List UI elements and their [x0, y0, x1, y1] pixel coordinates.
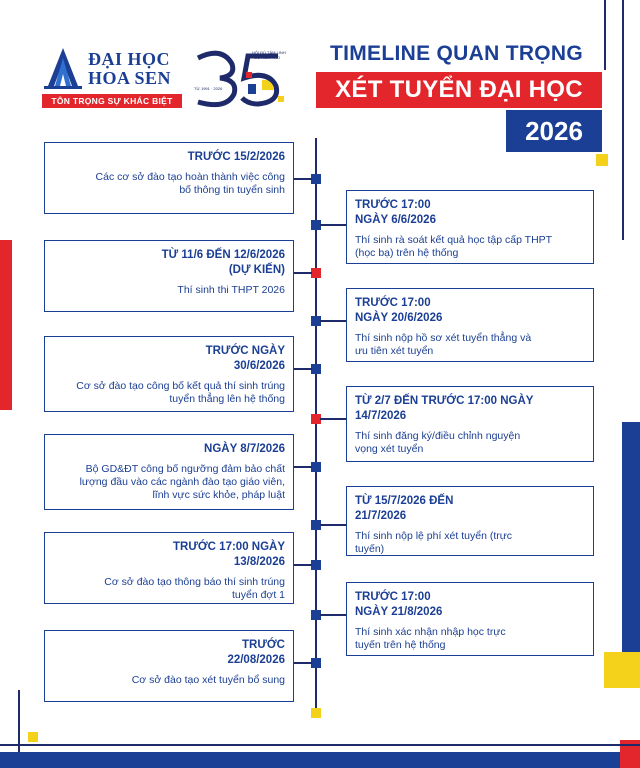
timeline-node — [311, 364, 321, 374]
connector — [294, 662, 312, 664]
event-card — [44, 532, 294, 604]
connector — [294, 272, 312, 274]
timeline-node — [311, 462, 321, 472]
event-date: TRƯỚC 15/2/2026 — [187, 151, 285, 163]
anniversary-since: TỪ 1991 · 2026 — [194, 86, 223, 91]
university-logo — [42, 46, 182, 112]
title-year: 2026 — [506, 110, 602, 152]
deco-line-bottom-horizontal — [0, 744, 640, 746]
connector — [320, 418, 346, 420]
timeline-node — [311, 560, 321, 570]
event-description: Cơ sở đào tạo công bố kết quả thí sinh trúng tuyển thẳng lên hệ thống — [76, 380, 285, 405]
deco-line-top-right — [604, 0, 606, 70]
deco-blue-bar-right — [622, 422, 640, 658]
event-card — [346, 190, 594, 264]
event-date: NGÀY 8/7/2026 — [204, 443, 285, 455]
event-card — [44, 630, 294, 702]
university-name — [88, 50, 171, 88]
event-date: TỪ 2/7 ĐẾN TRƯỚC 17:00 NGÀY 14/7/2026 — [355, 395, 534, 422]
event-description: Cơ sở đào tạo xét tuyển bổ sung — [131, 674, 285, 686]
slogan: TÔN TRỌNG SỰ KHÁC BIỆT — [42, 94, 182, 108]
deco-yellow-square-bottom-left — [28, 732, 38, 742]
university-name-line2: HOA SEN — [88, 68, 172, 88]
connector — [320, 320, 346, 322]
event-description: Thí sinh đăng ký/điều chỉnh nguyện vọng xét tuyển — [355, 430, 521, 455]
event-description: Thí sinh rà soát kết quả học tập cấp THPT (học bạ) trên hệ thống — [355, 234, 552, 259]
event-date: TRƯỚC 17:00 NGÀY 21/8/2026 — [355, 591, 443, 618]
event-card — [346, 288, 594, 362]
event-date: TỪ 15/7/2026 ĐẾN 21/7/2026 — [355, 495, 454, 522]
lotus-icon — [42, 46, 84, 90]
event-date: TRƯỚC NGÀY 30/6/2026 — [205, 345, 285, 372]
event-description: Thí sinh nộp hồ sơ xét tuyển thẳng và ưu tiên xét tuyển — [355, 332, 532, 357]
deco-yellow-square-right — [604, 652, 640, 688]
timeline-node — [311, 708, 321, 718]
event-description: Bộ GD&ĐT công bố ngưỡng đảm bảo chất lượng đầu vào các ngành đào tạo giáo viên, lĩnh vực sức khỏe, pháp luật — [79, 463, 285, 501]
event-date: TRƯỚC 17:00 NGÀY 20/6/2026 — [355, 297, 443, 324]
event-description: Thí sinh xác nhận nhập học trực tuyến trên hệ thống — [355, 626, 506, 651]
anniversary-tagline: HỘI ĐỦ TÂM LINH · ĐỦ KIẾN TẠO — [252, 50, 286, 60]
connector — [294, 564, 312, 566]
event-card — [44, 240, 294, 312]
timeline-node — [311, 268, 321, 278]
event-card — [346, 386, 594, 462]
event-card — [44, 434, 294, 510]
connector — [320, 614, 346, 616]
title-line2: XÉT TUYỂN ĐẠI HỌC — [316, 72, 602, 108]
timeline-node — [311, 174, 321, 184]
timeline-node — [311, 658, 321, 668]
deco-blue-bar-bottom — [0, 752, 640, 768]
event-description: Cơ sở đào tạo thông báo thí sinh trúng tuyển đợt 1 — [104, 576, 285, 601]
event-card — [346, 582, 594, 656]
connector — [294, 368, 312, 370]
event-date: TRƯỚC 17:00 NGÀY 13/8/2026 — [173, 541, 286, 568]
event-date: TRƯỚC 17:00 NGÀY 6/6/2026 — [355, 199, 436, 226]
event-date: TỪ 11/6 ĐẾN 12/6/2026 (DỰ KIẾN) — [161, 249, 285, 276]
connector — [294, 466, 312, 468]
title-line1: TIMELINE QUAN TRỌNG — [330, 42, 584, 65]
deco-line-right — [622, 0, 624, 240]
deco-line-bottom-left — [18, 690, 20, 752]
event-card — [346, 486, 594, 556]
event-description: Thí sinh nộp lệ phí xét tuyển (trực tuyến) — [355, 530, 513, 555]
deco-red-bar-left — [0, 240, 12, 410]
connector — [320, 524, 346, 526]
event-description: Các cơ sở đào tạo hoàn thành việc công bố thông tin tuyển sinh — [95, 171, 285, 196]
deco-yellow-square-right-top — [596, 154, 608, 166]
event-card — [44, 142, 294, 214]
event-card — [44, 336, 294, 412]
connector — [320, 224, 346, 226]
event-date: TRƯỚC 22/08/2026 — [227, 639, 285, 666]
university-name-line1: ĐẠI HỌC — [88, 49, 171, 69]
anniversary-logo — [192, 48, 288, 108]
connector — [294, 178, 312, 180]
event-description: Thí sinh thi THPT 2026 — [177, 284, 285, 296]
